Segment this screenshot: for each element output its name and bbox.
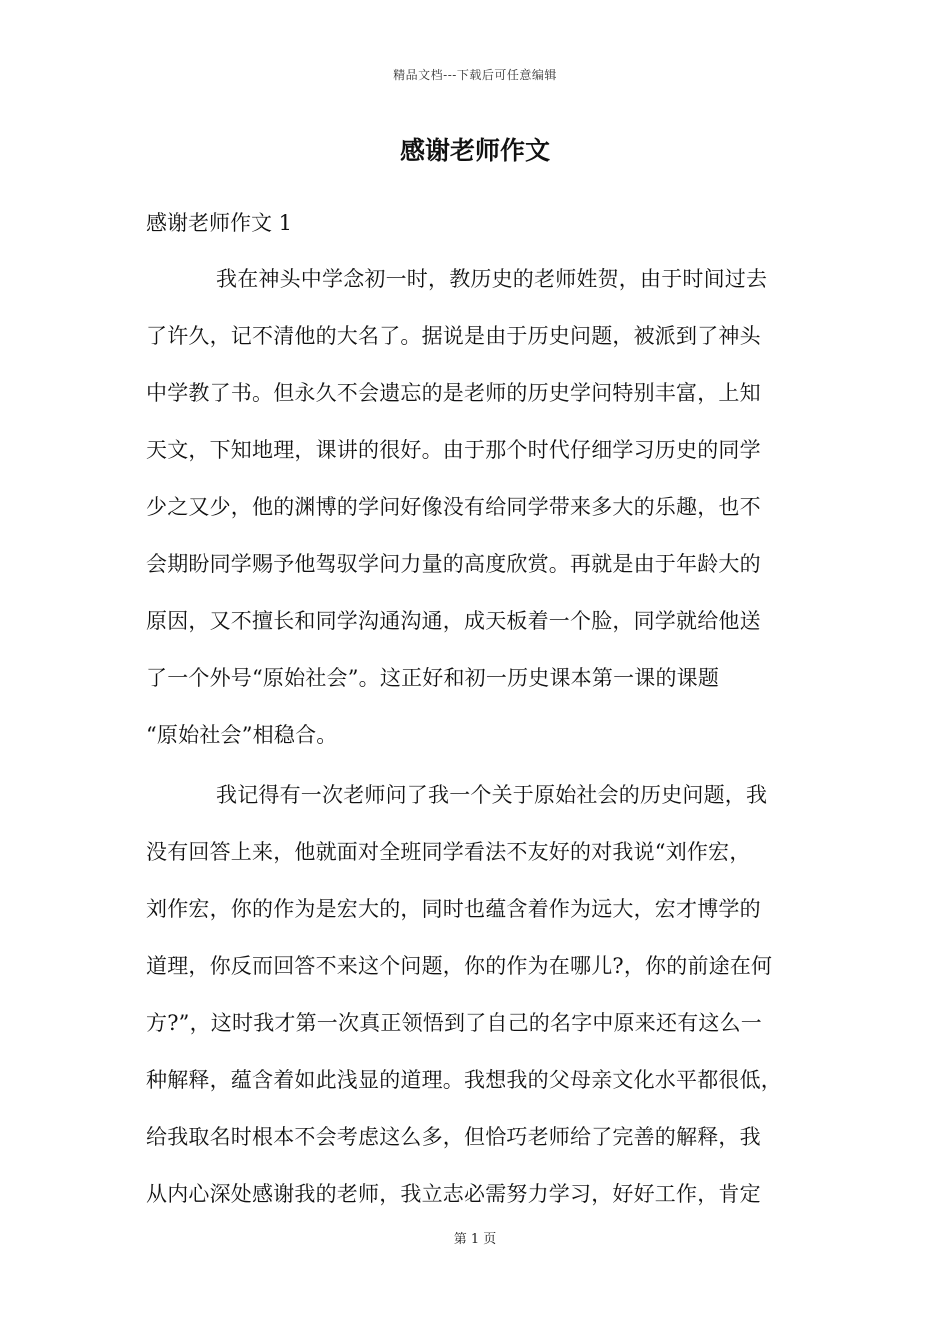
paragraph-line: 会期盼同学赐予他驾驭学问力量的高度欣赏。再就是由于年龄大的 — [146, 552, 761, 576]
paragraph-line: 了许久，记不清他的大名了。据说是由于历史问题，被派到了神头 — [146, 324, 761, 348]
section-heading: 感谢老师作文 1 — [146, 211, 293, 235]
paragraph-line: 给我取名时根本不会考虑这么多，但恰巧老师给了完善的解释，我 — [146, 1125, 761, 1149]
page-header: 精品文档---下载后可任意编辑 — [393, 68, 557, 82]
paragraph-line: 我在神头中学念初一时，教历史的老师姓贺，由于时间过去 — [216, 267, 768, 291]
paragraph-line: 中学教了书。但永久不会遗忘的是老师的历史学问特别丰富，上知 — [146, 381, 761, 405]
document-title: 感谢老师作文 — [399, 136, 550, 165]
paragraph-line: 道理，你反而回答不来这个问题，你的作为在哪儿?，你的前途在何 — [146, 954, 773, 978]
paragraph-line: 方?”，这时我才第一次真正领悟到了自己的名字中原来还有这么一 — [146, 1011, 762, 1035]
paragraph-line: 少之又少，他的渊博的学问好像没有给同学带来多大的乐趣，也不 — [146, 495, 761, 519]
page-number: 第 1 页 — [453, 1232, 497, 1247]
paragraph-line: 了一个外号“原始社会”。这正好和初一历史课本第一课的课题 — [146, 666, 720, 690]
paragraph-line: 我记得有一次老师问了我一个关于原始社会的历史问题，我 — [216, 783, 768, 807]
paragraph-line: 原因，又不擅长和同学沟通沟通，成天板着一个脸，同学就给他送 — [146, 609, 761, 633]
paragraph-line: 天文，下知地理，课讲的很好。由于那个时代仔细学习历史的同学 — [146, 438, 761, 462]
paragraph-line: 没有回答上来，他就面对全班同学看法不友好的对我说“刘作宏， — [146, 840, 751, 864]
paragraph-line: 种解释，蕴含着如此浅显的道理。我想我的父母亲文化水平都很低， — [146, 1068, 782, 1092]
paragraph-line: 刘作宏，你的作为是宏大的，同时也蕴含着作为远大，宏才博学的 — [146, 897, 761, 921]
paragraph-line: 从内心深处感谢我的老师，我立志必需努力学习，好好工作，肯定 — [146, 1182, 761, 1206]
paragraph-line: “原始社会”相稳合。 — [146, 723, 338, 747]
